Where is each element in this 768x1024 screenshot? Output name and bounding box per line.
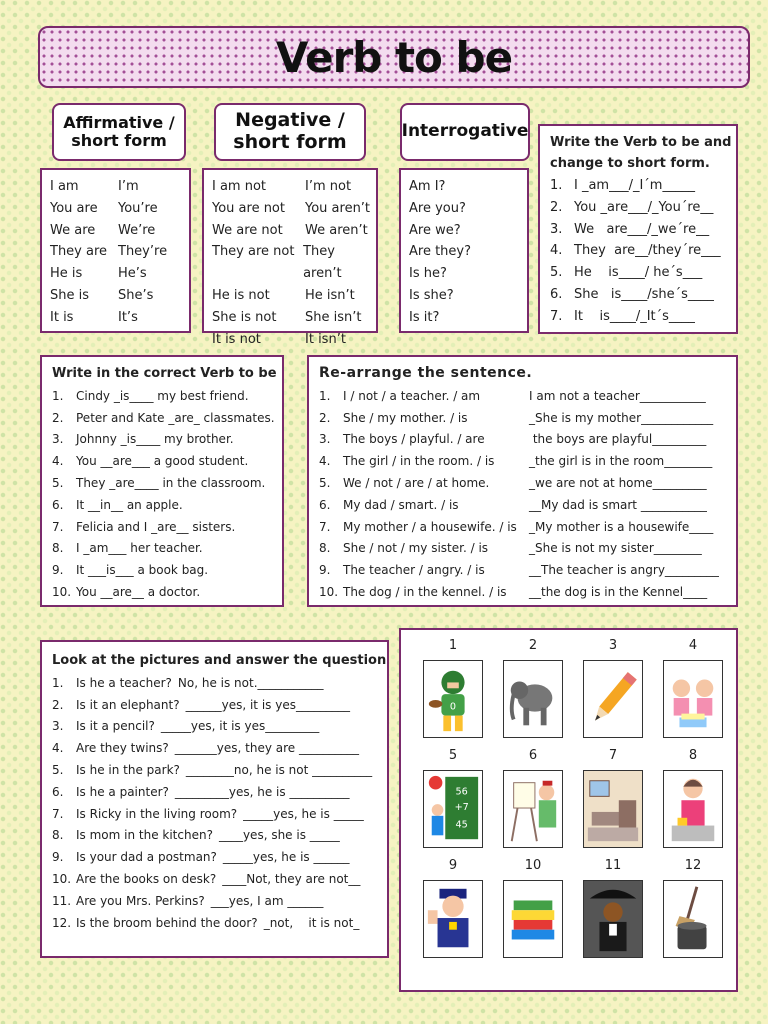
- interrogative-header: Interrogative: [400, 103, 530, 161]
- interrogative-item: Are we?: [409, 222, 461, 238]
- pictures-question-question: Is Ricky in the living room?: [76, 806, 238, 821]
- pictures-question-number: 6.: [52, 784, 64, 799]
- rearrange-question: My mother / a housewife. / is: [343, 519, 517, 534]
- interrogative-item: Are they?: [409, 244, 472, 260]
- negative-short: She isn’t: [305, 309, 362, 325]
- correct-verb-number: 5.: [52, 475, 64, 490]
- rearrange-item: [319, 582, 736, 604]
- rearrange-item: [319, 408, 736, 430]
- affirmative-short: You’re: [118, 200, 158, 216]
- picture-number: 11: [604, 858, 622, 873]
- affirmative-full: We are: [50, 222, 96, 238]
- pictures-question-item: [52, 825, 387, 847]
- pictures-questions: [40, 640, 389, 958]
- pictures-question-item: [52, 847, 387, 869]
- affirmative-full: You are: [50, 200, 98, 216]
- short-form-item: [550, 197, 736, 219]
- negative-full: They are not: [212, 244, 295, 260]
- rearrange-answer: __The teacher is angry_________: [529, 563, 719, 578]
- correct-verb-item: [52, 560, 282, 582]
- correct-verb-text: Cindy _is____ my best friend.: [76, 388, 249, 403]
- short-form-text: She is____/she´s____: [574, 286, 714, 302]
- pictures-question-question: Is he in the park?: [76, 762, 180, 777]
- negative-short: I’m not: [305, 179, 352, 194]
- affirmative-short: He’s: [118, 266, 147, 282]
- short-form-number: 6.: [550, 286, 563, 302]
- short-form-number: 2.: [550, 199, 563, 215]
- rearrange-answer: I am not a teacher___________: [529, 388, 706, 403]
- negative-short: It isn’t: [305, 331, 346, 347]
- pictures-question-question: Are the books on desk?: [76, 871, 217, 886]
- correct-verb-item: [52, 408, 282, 430]
- pictures-question-question: Is he a teacher?: [76, 675, 172, 690]
- negative-short: We aren’t: [305, 222, 368, 238]
- picture-books: [503, 880, 563, 958]
- short-form-number: 1.: [550, 178, 563, 193]
- correct-verb-item: [52, 517, 282, 539]
- picture-number: 9: [448, 858, 458, 873]
- picture-policeman: [423, 880, 483, 958]
- correct-verb-item: [52, 451, 282, 473]
- rearrange-question: I / not / a teacher. / am: [343, 388, 481, 403]
- svg-text:45: 45: [455, 819, 468, 831]
- pictures-question-item: [52, 716, 387, 738]
- pictures-question-question: Is it an elephant?: [76, 697, 180, 712]
- pictures-question-number: 2.: [52, 697, 64, 712]
- interrogative-item: Am I?: [409, 179, 446, 194]
- pictures-question-number: 11.: [52, 893, 72, 908]
- negative-full: It is not: [212, 331, 261, 347]
- pictures-question-number: 12.: [52, 915, 72, 930]
- pictures-question-question: Is it a pencil?: [76, 719, 155, 734]
- correct-verb-heading: Write in the correct Verb to be: [52, 366, 277, 381]
- rearrange-item: [319, 429, 736, 451]
- correct-verb-text: I _am___ her teacher.: [76, 541, 203, 556]
- svg-text:56: 56: [455, 786, 468, 798]
- negative-full: I am not: [212, 179, 267, 194]
- negative-row: [212, 329, 376, 351]
- correct-verb-item: [52, 582, 282, 604]
- correct-verb-text: You __are__ a doctor.: [76, 584, 201, 599]
- rearrange-question: The dog / in the kennel. / is: [343, 584, 507, 599]
- pictures-question-question: Is your dad a postman?: [76, 850, 217, 865]
- picture-broom-bucket: [663, 880, 723, 958]
- picture-man-umbrella: [583, 880, 643, 958]
- negative-row: [212, 176, 376, 198]
- pictures-question-number: 10.: [52, 871, 72, 886]
- negative-row: [212, 307, 376, 329]
- pictures-question-question: Is he a painter?: [76, 784, 169, 799]
- rearrange-answer: __the dog is in the Kennel____: [529, 584, 708, 599]
- rearrange-question: We / not / are / at home.: [343, 475, 490, 490]
- negative-full: She is not: [212, 309, 277, 325]
- short-form-number: 3.: [550, 221, 563, 237]
- pictures-question-answer: _____yes, he is _____: [243, 806, 364, 821]
- rearrange-number: 6.: [319, 497, 331, 512]
- correct-verb-number: 10.: [52, 584, 72, 599]
- correct-verb-text: Johnny _is____ my brother.: [76, 432, 234, 447]
- affirmative-short: It’s: [118, 309, 138, 325]
- correct-verb-text: It ___is___ a book bag.: [76, 563, 209, 578]
- pictures-question-item: [52, 782, 387, 804]
- short-form-exercise: [538, 124, 738, 334]
- correct-verb-item: [52, 495, 282, 517]
- pictures-question-number: 4.: [52, 741, 64, 756]
- short-form-item: [550, 306, 736, 328]
- rearrange-number: 8.: [319, 541, 331, 556]
- correct-verb-text: Peter and Kate _are_ classmates.: [76, 410, 275, 425]
- correct-verb-number: 9.: [52, 563, 64, 578]
- pictures-question-item: [52, 738, 387, 760]
- rearrange-number: 5.: [319, 475, 331, 490]
- correct-verb-text: You __are___ a good student.: [76, 454, 249, 469]
- correct-verb-number: 1.: [52, 388, 64, 403]
- affirmative-list: [40, 168, 191, 333]
- pictures-question-item: [52, 913, 387, 935]
- negative-full: You are not: [212, 200, 285, 216]
- picture-number: 12: [684, 858, 702, 873]
- picture-living-room: [583, 770, 643, 848]
- picture-number: 10: [524, 858, 542, 873]
- pictures-question-number: 8.: [52, 828, 64, 843]
- affirmative-row: [50, 176, 189, 198]
- negative-short: They aren’t: [303, 244, 342, 282]
- affirmative-header: Affirmative / short form: [52, 103, 186, 161]
- rearrange-item: [319, 386, 736, 408]
- rearrange-answer: _She is my mother____________: [529, 410, 714, 425]
- affirmative-row: [50, 220, 189, 242]
- negative-row: [212, 285, 376, 307]
- short-form-text: You _are___/_You´re__: [574, 199, 714, 215]
- negative-row: [212, 198, 376, 220]
- pictures-question-number: 9.: [52, 850, 64, 865]
- pictures-question-answer: No, he is not.___________: [177, 675, 324, 690]
- pictures-question-number: 1.: [52, 675, 64, 690]
- affirmative-row: [50, 263, 189, 285]
- short-form-text: We are___/_we´re__: [574, 221, 710, 237]
- rearrange-number: 9.: [319, 563, 331, 578]
- correct-verb-number: 3.: [52, 432, 64, 447]
- interrogative-item: Are you?: [409, 200, 466, 216]
- pictures-question-answer: _____yes, it is yes_________: [160, 719, 320, 734]
- pictures-question-item: [52, 869, 387, 891]
- rearrange-answer: _we are not at home_________: [529, 475, 707, 490]
- rearrange-answer: _My mother is a housewife____: [529, 519, 714, 534]
- rearrange-question: My dad / smart. / is: [343, 497, 459, 512]
- negative-row: [212, 241, 376, 285]
- pictures-question-item: [52, 891, 387, 913]
- rearrange-question: The teacher / angry. / is: [343, 563, 485, 578]
- pictures-heading: Look at the pictures and answer the question: [52, 653, 387, 668]
- interrogative-item: Is he?: [409, 266, 447, 282]
- rearrange-item: [319, 451, 736, 473]
- picture-number: 3: [608, 638, 618, 653]
- affirmative-short: I’m: [118, 179, 139, 194]
- affirmative-row: [50, 198, 189, 220]
- correct-verb-item: [52, 429, 282, 451]
- short-form-text: I _am___/_I´m_____: [574, 178, 695, 193]
- correct-verb-item: [52, 386, 282, 408]
- affirmative-full: She is: [50, 287, 90, 303]
- negative-full: We are not: [212, 222, 283, 238]
- short-form-number: 5.: [550, 265, 563, 281]
- pictures-question-answer: ____Not, they are not__: [222, 871, 361, 886]
- affirmative-full: They are: [50, 244, 108, 260]
- svg-text:0: 0: [449, 701, 457, 713]
- rearrange-item: [319, 560, 736, 582]
- correct-verb-number: 8.: [52, 541, 64, 556]
- rearrange-number: 10.: [319, 584, 339, 599]
- short-form-number: 7.: [550, 308, 563, 324]
- affirmative-full: He is: [50, 266, 83, 282]
- rearrange-item: [319, 473, 736, 495]
- pictures-question-item: [52, 760, 387, 782]
- picture-elephant: [503, 660, 563, 738]
- affirmative-short: They’re: [118, 244, 168, 260]
- rearrange-answer: __My dad is smart ___________: [529, 497, 707, 512]
- rearrange-answer: _She is not my sister________: [529, 541, 702, 556]
- rearrange-heading: Re-arrange the sentence.: [319, 365, 533, 381]
- correct-verb-text: Felicia and I _are__ sisters.: [76, 519, 236, 534]
- picture-number: 1: [448, 638, 458, 653]
- short-form-item: [550, 262, 736, 284]
- pictures-question-answer: _________yes, he is __________: [174, 784, 350, 799]
- pictures-question-number: 7.: [52, 806, 64, 821]
- correct-verb-number: 7.: [52, 519, 64, 534]
- short-form-text: They are__/they´re___: [574, 243, 721, 259]
- short-form-item: [550, 175, 736, 197]
- negative-full: He is not: [212, 287, 270, 303]
- rearrange-question: The girl / in the room. / is: [343, 454, 495, 469]
- short-form-item: [550, 284, 736, 306]
- rearrange-number: 1.: [319, 388, 331, 403]
- pictures-question-item: [52, 695, 387, 717]
- pictures-question-answer: _____yes, he is ______: [222, 850, 350, 865]
- picture-number: 2: [528, 638, 538, 653]
- pictures-question-item: [52, 673, 387, 695]
- affirmative-row: [50, 307, 189, 329]
- correct-verb-number: 2.: [52, 410, 64, 425]
- interrogative-list: [399, 168, 529, 333]
- negative-short: You aren’t: [305, 200, 371, 216]
- rearrange-item: [319, 538, 736, 560]
- interrogative-item: Is she?: [409, 287, 454, 303]
- short-form-text: He is____/ he´s___: [574, 265, 703, 281]
- interrogative-item: Is it?: [409, 309, 440, 325]
- affirmative-short: We’re: [118, 222, 156, 238]
- rearrange-answer: _the girl is in the room________: [529, 454, 713, 469]
- short-form-item: [550, 240, 736, 262]
- correct-verb-text: It __in__ an apple.: [76, 497, 183, 512]
- picture-teacher-board: [423, 770, 483, 848]
- pictures-question-answer: ________no, he is not __________: [185, 762, 373, 777]
- rearrange-question: She / my mother. / is: [343, 410, 468, 425]
- pictures-question-question: Are you Mrs. Perkins?: [76, 893, 205, 908]
- picture-number: 5: [448, 748, 458, 763]
- picture-twins: [663, 660, 723, 738]
- rearrange-item: [319, 495, 736, 517]
- picture-number: 4: [688, 638, 698, 653]
- picture-number: 7: [608, 748, 618, 763]
- affirmative-row: [50, 285, 189, 307]
- negative-row: [212, 220, 376, 242]
- pictures-question-answer: ____yes, she is _____: [218, 828, 340, 843]
- correct-verb-number: 6.: [52, 497, 64, 512]
- pictures-question-answer: _not, it is not_: [263, 915, 360, 930]
- affirmative-short: She’s: [118, 287, 154, 303]
- pictures-question-item: [52, 804, 387, 826]
- pictures-question-question: Is the broom behind the door?: [76, 915, 258, 930]
- short-form-number: 4.: [550, 243, 563, 259]
- pictures-question-number: 5.: [52, 762, 64, 777]
- pictures-grid: [399, 628, 738, 992]
- short-form-item: [550, 219, 736, 241]
- pictures-question-answer: _______yes, they are __________: [174, 741, 359, 756]
- pictures-question-question: Are they twins?: [76, 741, 169, 756]
- correct-verb-number: 4.: [52, 454, 64, 469]
- correct-verb-item: [52, 538, 282, 560]
- pictures-question-number: 3.: [52, 719, 64, 734]
- pictures-question-answer: ___yes, I am ______: [210, 893, 324, 908]
- rearrange-number: 3.: [319, 432, 331, 447]
- title-banner: [38, 26, 750, 88]
- affirmative-full: I am: [50, 179, 79, 194]
- correct-verb-text: They _are____ in the classroom.: [76, 475, 266, 490]
- rearrange-number: 2.: [319, 410, 331, 425]
- picture-number: 6: [528, 748, 538, 763]
- picture-football-player: [423, 660, 483, 738]
- rearrange-answer: the boys are playful_________: [529, 432, 707, 447]
- picture-painter: [503, 770, 563, 848]
- short-form-heading: Write the Verb to be and change to short form.: [550, 135, 732, 171]
- affirmative-full: It is: [50, 309, 74, 325]
- rearrange-number: 4.: [319, 454, 331, 469]
- negative-list: [202, 168, 378, 347]
- svg-text:+7: +7: [454, 801, 469, 813]
- page-title: Verb to be: [275, 32, 513, 82]
- short-form-text: It is____/_It´s____: [574, 308, 695, 324]
- correct-verb-item: [52, 473, 282, 495]
- picture-number: 8: [688, 748, 698, 763]
- rearrange-question: She / not / my sister. / is: [343, 541, 489, 556]
- affirmative-row: [50, 241, 189, 263]
- negative-short: He isn’t: [305, 287, 355, 303]
- rearrange-exercise: [307, 355, 738, 607]
- pictures-question-question: Is mom in the kitchen?: [76, 828, 213, 843]
- rearrange-number: 7.: [319, 519, 331, 534]
- negative-header: Negative / short form: [214, 103, 366, 161]
- rearrange-question: The boys / playful. / are: [343, 432, 485, 447]
- pictures-question-answer: ______yes, it is yes_________: [185, 697, 350, 712]
- rearrange-item: [319, 517, 736, 539]
- picture-woman-kitchen: [663, 770, 723, 848]
- picture-pencil: [583, 660, 643, 738]
- correct-verb-exercise: [40, 355, 284, 607]
